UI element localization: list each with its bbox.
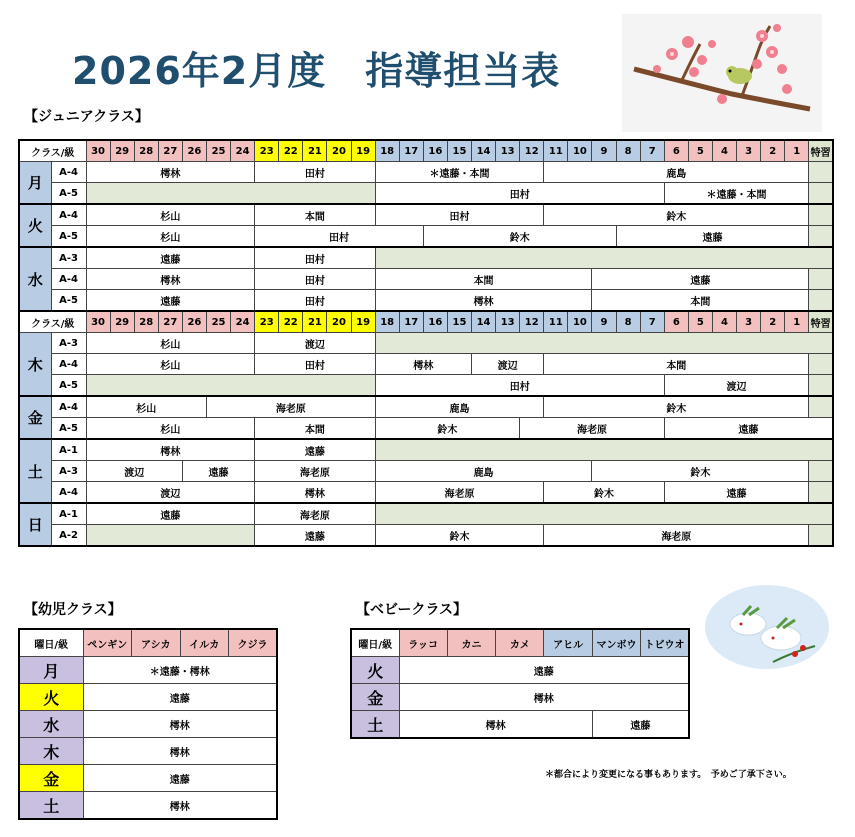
staff-cell: 海老原 (255, 461, 375, 482)
table-row (19, 439, 833, 461)
grade-header-row (19, 140, 833, 162)
class-cell: A-3 (51, 247, 86, 269)
staff-cell: 樗林 (86, 269, 255, 290)
staff-cell: 遠藤 (86, 503, 255, 525)
class-cell: A-3 (51, 333, 86, 354)
staff-cell: 田村 (255, 290, 375, 312)
day-thursday: 木 (19, 333, 51, 397)
empty-cell (809, 525, 833, 547)
grade-cell: 特習 (809, 311, 833, 333)
staff-cell: 杉山 (86, 333, 255, 354)
class-cell: A-4 (51, 396, 86, 418)
day-saturday: 土 (19, 439, 51, 503)
day-sunday: 日 (19, 503, 51, 546)
header-class-label: クラス/級 (19, 140, 86, 162)
grade-cell: 29 (110, 140, 134, 162)
staff-cell: 本間 (255, 418, 375, 440)
empty-cell (375, 247, 833, 269)
staff-cell: 樗林 (83, 711, 277, 738)
header-day-label: 曜日/級 (351, 629, 399, 657)
staff-cell: 鹿島 (375, 396, 544, 418)
class-cell: A-5 (51, 375, 86, 397)
grade-cell: 18 (375, 311, 399, 333)
day-cell: 月 (19, 657, 83, 684)
grade-cell: 3 (737, 311, 761, 333)
empty-cell (809, 204, 833, 226)
empty-cell (809, 269, 833, 290)
staff-cell: 本間 (592, 290, 809, 312)
grade-cell: 20 (327, 140, 351, 162)
grade-cell: 12 (520, 311, 544, 333)
table-row (19, 738, 277, 765)
class-cell: A-5 (51, 290, 86, 312)
table-row (351, 711, 689, 739)
staff-cell: ＊遠藤・本間 (664, 183, 809, 205)
grade-cell: 1 (785, 140, 809, 162)
staff-cell: 鈴木 (592, 461, 809, 482)
staff-cell: 遠藤 (592, 269, 809, 290)
grade-cell: 27 (158, 311, 182, 333)
staff-cell: 樗林 (375, 354, 471, 375)
youji-section-label: 【幼児クラス】 (24, 602, 122, 618)
staff-cell: 遠藤 (182, 461, 254, 482)
staff-cell: 遠藤 (255, 525, 375, 547)
grade-cell: 28 (134, 311, 158, 333)
staff-cell: 本間 (544, 354, 809, 375)
table-row (19, 183, 833, 205)
class-header: イルカ (180, 629, 229, 657)
staff-cell: 杉山 (86, 418, 255, 440)
youji-schedule-table (18, 628, 278, 820)
grade-cell: 30 (86, 140, 110, 162)
grade-cell: 26 (182, 311, 206, 333)
grade-cell: 特習 (809, 140, 833, 162)
empty-cell (809, 183, 833, 205)
grade-cell: 25 (206, 140, 230, 162)
empty-cell (86, 375, 375, 397)
class-cell: A-4 (51, 482, 86, 504)
table-row (19, 525, 833, 547)
table-row (19, 503, 833, 525)
staff-cell: 渡辺 (86, 482, 255, 504)
grade-cell: 16 (423, 140, 447, 162)
grade-cell: 5 (688, 311, 712, 333)
baby-schedule-table (350, 628, 690, 739)
grade-cell: 23 (255, 311, 279, 333)
class-header: カメ (496, 629, 544, 657)
staff-cell: 樗林 (399, 684, 689, 711)
class-header: マンボウ (592, 629, 640, 657)
staff-cell: 遠藤 (399, 657, 689, 684)
grade-cell: 1 (785, 311, 809, 333)
table-row (19, 204, 833, 226)
table-row (19, 375, 833, 397)
empty-cell (809, 354, 833, 375)
staff-cell: 渡辺 (86, 461, 182, 482)
grade-cell: 24 (231, 140, 255, 162)
grade-cell: 18 (375, 140, 399, 162)
grade-cell: 28 (134, 140, 158, 162)
grade-cell: 10 (568, 311, 592, 333)
staff-cell: 鈴木 (544, 204, 809, 226)
staff-cell: 渡辺 (472, 354, 544, 375)
staff-cell: 杉山 (86, 226, 255, 248)
grade-cell: 15 (447, 140, 471, 162)
table-row (19, 792, 277, 820)
staff-cell: ＊遠藤・樗林 (83, 657, 277, 684)
grade-cell: 15 (447, 311, 471, 333)
staff-cell: 本間 (375, 269, 592, 290)
grade-cell: 7 (640, 140, 664, 162)
table-row (19, 684, 277, 711)
table-row (19, 269, 833, 290)
class-cell: A-4 (51, 269, 86, 290)
staff-cell: 遠藤 (592, 711, 689, 739)
grade-cell: 13 (496, 311, 520, 333)
grade-cell: 8 (616, 140, 640, 162)
table-row (19, 290, 833, 312)
day-cell: 木 (19, 738, 83, 765)
staff-cell: 遠藤 (86, 290, 255, 312)
staff-cell: 田村 (255, 226, 424, 248)
grade-cell: 9 (592, 311, 616, 333)
table-row (19, 765, 277, 792)
grade-cell: 14 (472, 311, 496, 333)
day-cell: 金 (351, 684, 399, 711)
staff-cell: 樗林 (83, 738, 277, 765)
table-row (19, 247, 833, 269)
empty-cell (809, 290, 833, 312)
class-header: カニ (447, 629, 495, 657)
grade-cell: 4 (712, 311, 736, 333)
grade-cell: 16 (423, 311, 447, 333)
footer-note: ＊都合により変更になる事もあります。 予めご了承下さい。 (545, 770, 792, 780)
staff-cell: 杉山 (86, 354, 255, 375)
class-cell: A-2 (51, 525, 86, 547)
staff-cell: 杉山 (86, 396, 206, 418)
staff-cell: 杉山 (86, 204, 255, 226)
grade-cell: 9 (592, 140, 616, 162)
staff-cell: 樗林 (86, 162, 255, 183)
class-cell: A-1 (51, 503, 86, 525)
staff-cell: 鈴木 (375, 418, 520, 440)
staff-cell: 樗林 (255, 482, 375, 504)
grade-cell: 19 (351, 140, 375, 162)
grade-cell: 3 (737, 140, 761, 162)
grade-cell: 6 (664, 311, 688, 333)
empty-cell (86, 525, 255, 547)
table-row (19, 711, 277, 738)
class-cell: A-4 (51, 354, 86, 375)
baby-header-row (351, 629, 689, 657)
day-cell: 土 (19, 792, 83, 820)
day-tuesday: 火 (19, 204, 51, 247)
staff-cell: 本間 (255, 204, 375, 226)
grade-cell: 17 (399, 140, 423, 162)
grade-cell: 12 (520, 140, 544, 162)
staff-cell: 田村 (255, 354, 375, 375)
staff-cell: 樗林 (399, 711, 592, 739)
staff-cell: 遠藤 (664, 418, 833, 440)
class-cell: A-5 (51, 226, 86, 248)
staff-cell: 遠藤 (83, 684, 277, 711)
staff-cell: 渡辺 (255, 333, 375, 354)
staff-cell: 遠藤 (255, 439, 375, 461)
grade-cell: 26 (182, 140, 206, 162)
staff-cell: 遠藤 (83, 765, 277, 792)
staff-cell: 遠藤 (86, 247, 255, 269)
empty-cell (375, 439, 833, 461)
table-row (19, 162, 833, 183)
table-row (351, 657, 689, 684)
staff-cell: 海老原 (375, 482, 544, 504)
staff-cell: 樗林 (86, 439, 255, 461)
empty-cell (809, 461, 833, 482)
staff-cell: 遠藤 (616, 226, 809, 248)
day-cell: 火 (19, 684, 83, 711)
grade-cell: 11 (544, 311, 568, 333)
empty-cell (809, 226, 833, 248)
empty-cell (375, 333, 833, 354)
grade-cell: 5 (688, 140, 712, 162)
junior-schedule-table (18, 139, 834, 547)
day-monday: 月 (19, 162, 51, 205)
page-title: 2026年2月度 指導担当表 (72, 49, 561, 93)
class-header: アシカ (132, 629, 181, 657)
grade-cell: 10 (568, 140, 592, 162)
staff-cell: 樗林 (83, 792, 277, 820)
day-cell: 金 (19, 765, 83, 792)
table-row (19, 354, 833, 375)
staff-cell: 渡辺 (664, 375, 809, 397)
staff-cell: 海老原 (206, 396, 375, 418)
staff-cell: 田村 (375, 204, 544, 226)
grade-cell: 17 (399, 311, 423, 333)
baby-section-label: 【ベビークラス】 (356, 602, 468, 618)
grade-cell: 7 (640, 311, 664, 333)
staff-cell: 田村 (255, 269, 375, 290)
plum-bird-illustration (622, 14, 822, 132)
table-row (19, 418, 833, 440)
empty-cell (86, 183, 375, 205)
table-row (19, 657, 277, 684)
grade-cell: 8 (616, 311, 640, 333)
day-cell: 水 (19, 711, 83, 738)
staff-cell: 海老原 (255, 503, 375, 525)
grade-cell: 20 (327, 311, 351, 333)
class-cell: A-3 (51, 461, 86, 482)
class-cell: A-1 (51, 439, 86, 461)
class-header: ペンギン (83, 629, 132, 657)
empty-cell (809, 396, 833, 418)
table-row (351, 684, 689, 711)
youji-header-row (19, 629, 277, 657)
staff-cell: 海老原 (520, 418, 665, 440)
grade-cell: 14 (472, 140, 496, 162)
staff-cell: 田村 (375, 375, 664, 397)
empty-cell (809, 482, 833, 504)
staff-cell: 田村 (375, 183, 664, 205)
staff-cell: 鈴木 (544, 396, 809, 418)
snow-rabbit-illustration (703, 582, 831, 672)
table-row (19, 396, 833, 418)
grade-cell: 21 (303, 311, 327, 333)
header-day-label: 曜日/級 (19, 629, 83, 657)
grade-cell: 23 (255, 140, 279, 162)
grade-cell: 2 (761, 311, 785, 333)
day-cell: 土 (351, 711, 399, 739)
table-row (19, 333, 833, 354)
staff-cell: 鈴木 (423, 226, 616, 248)
staff-cell: 田村 (255, 162, 375, 183)
grade-cell: 30 (86, 311, 110, 333)
staff-cell: 鈴木 (544, 482, 664, 504)
grade-cell: 24 (231, 311, 255, 333)
grade-cell: 11 (544, 140, 568, 162)
grade-cell: 25 (206, 311, 230, 333)
empty-cell (809, 375, 833, 397)
class-cell: A-5 (51, 183, 86, 205)
class-cell: A-4 (51, 204, 86, 226)
grade-cell: 2 (761, 140, 785, 162)
grade-cell: 21 (303, 140, 327, 162)
staff-cell: 樗林 (375, 290, 592, 312)
class-header: ラッコ (399, 629, 447, 657)
grade-cell: 29 (110, 311, 134, 333)
day-cell: 火 (351, 657, 399, 684)
table-row (19, 226, 833, 248)
grade-header-row (19, 311, 833, 333)
empty-cell (809, 162, 833, 183)
staff-cell: 鹿島 (375, 461, 592, 482)
day-friday: 金 (19, 396, 51, 439)
grade-cell: 6 (664, 140, 688, 162)
class-header: アヒル (544, 629, 592, 657)
table-row (19, 482, 833, 504)
class-cell: A-5 (51, 418, 86, 440)
class-header: トビウオ (641, 629, 689, 657)
class-header: クジラ (229, 629, 278, 657)
class-cell: A-4 (51, 162, 86, 183)
day-wednesday: 水 (19, 247, 51, 311)
empty-cell (375, 503, 833, 525)
staff-cell: ＊遠藤・本間 (375, 162, 544, 183)
staff-cell: 田村 (255, 247, 375, 269)
grade-cell: 27 (158, 140, 182, 162)
staff-cell: 海老原 (544, 525, 809, 547)
junior-section-label: 【ジュニアクラス】 (24, 109, 149, 125)
grade-cell: 22 (279, 311, 303, 333)
header-class-label: クラス/級 (19, 311, 86, 333)
grade-cell: 22 (279, 140, 303, 162)
grade-cell: 19 (351, 311, 375, 333)
staff-cell: 遠藤 (664, 482, 809, 504)
grade-cell: 13 (496, 140, 520, 162)
staff-cell: 鹿島 (544, 162, 809, 183)
table-row (19, 461, 833, 482)
grade-cell: 4 (712, 140, 736, 162)
staff-cell: 鈴木 (375, 525, 544, 547)
